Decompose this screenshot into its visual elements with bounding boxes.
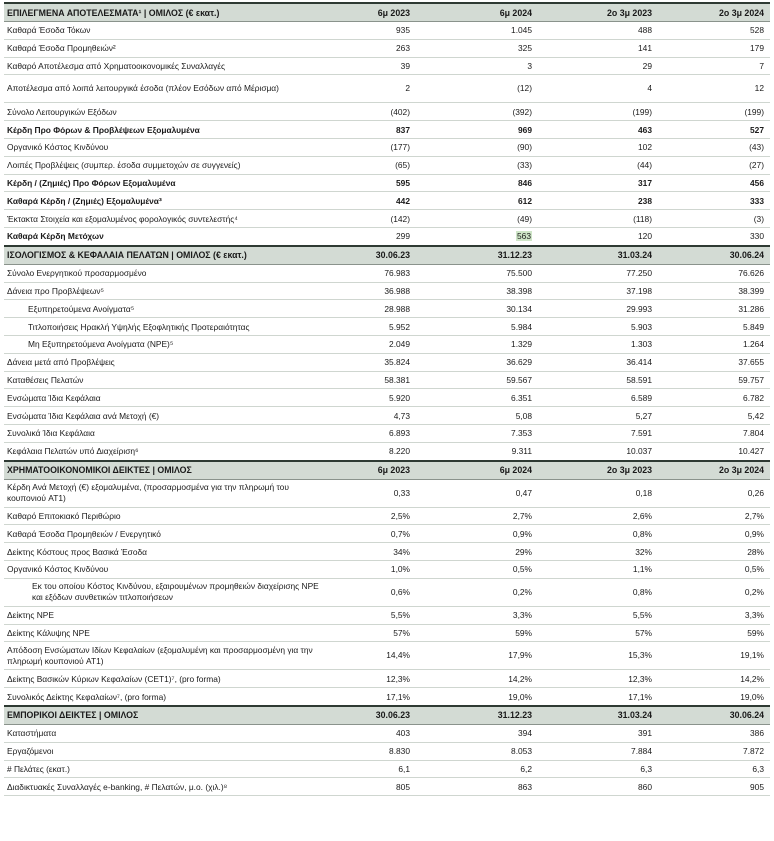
- cell-value: 7.353: [416, 424, 538, 442]
- cell-value: 0,9%: [658, 525, 770, 543]
- cell-value: 39: [326, 57, 416, 75]
- cell-value: (65): [326, 156, 416, 174]
- section-header-balance-sheet: [4, 246, 770, 265]
- row-label: Έκτακτα Στοιχεία και εξομαλυμένος φορολογικός συντελεστής⁴: [4, 210, 326, 228]
- row-label: Διαδικτυακές Συναλλαγές e-banking, # Πελατών, μ.ο. (χιλ.)⁸: [4, 778, 326, 796]
- cell-value: 14,2%: [416, 670, 538, 688]
- cell-value: 7.591: [538, 424, 658, 442]
- cell-value: 3,3%: [658, 606, 770, 624]
- row-label: Εκ του οποίου Κόστος Κινδύνου, εξαιρουμένων προμηθειών διαχείρισης NPE και εξόδων συνθετικών τιτλοποιήσεων: [4, 578, 326, 606]
- cell-value: 77.250: [538, 264, 658, 282]
- cell-value: (90): [416, 138, 538, 156]
- table-row: [4, 57, 770, 75]
- cell-value: 15,3%: [538, 642, 658, 670]
- cell-value: (199): [658, 103, 770, 121]
- cell-value: 4,73: [326, 407, 416, 425]
- cell-value: 299: [326, 227, 416, 245]
- row-label: Δάνεια μετά από Προβλέψεις: [4, 353, 326, 371]
- row-label: Κέρδη Ανά Μετοχή (€) εξομαλυμένα, (προσαρμοσμένα για την πληρωμή του κουπονιού AT1): [4, 479, 326, 507]
- column-header: 2ο 3μ 2023: [538, 3, 658, 22]
- cell-value: (392): [416, 103, 538, 121]
- table-row: [4, 264, 770, 282]
- cell-value: 34%: [326, 543, 416, 561]
- cell-value: 17,1%: [538, 688, 658, 706]
- cell-value: 19,0%: [416, 688, 538, 706]
- column-header: 31.12.23: [416, 246, 538, 265]
- cell-value: 10.037: [538, 442, 658, 460]
- cell-value: 19,0%: [658, 688, 770, 706]
- cell-value: 0,33: [326, 479, 416, 507]
- row-label: Απόδοση Ενσώματων Ιδίων Κεφαλαίων (εξομαλυμένη και προσαρμοσμένη για την πληρωμή κουπονιού AT1): [4, 642, 326, 670]
- cell-value: 805: [326, 778, 416, 796]
- cell-value: 0,2%: [416, 578, 538, 606]
- row-label: Καταστήματα: [4, 724, 326, 742]
- cell-value: (49): [416, 210, 538, 228]
- table-row-indented: [4, 300, 770, 318]
- cell-value: 863: [416, 778, 538, 796]
- cell-value: 5.849: [658, 318, 770, 336]
- cell-value: 403: [326, 724, 416, 742]
- row-label: # Πελάτες (εκατ.): [4, 760, 326, 778]
- cell-value: 57%: [326, 624, 416, 642]
- row-label: Καθαρό Αποτέλεσμα από Χρηματοοικονομικές Συναλλαγές: [4, 57, 326, 75]
- cell-value: 5,5%: [538, 606, 658, 624]
- cell-value: 59%: [416, 624, 538, 642]
- row-label: Κέρδη Προ Φόρων & Προβλέψεων Εξομαλυμένα: [4, 121, 326, 139]
- table-row-bold: [4, 227, 770, 245]
- cell-value: 37.198: [538, 282, 658, 300]
- cell-value: 1.329: [416, 335, 538, 353]
- cell-value: 0,5%: [416, 560, 538, 578]
- table-row-bold: [4, 174, 770, 192]
- cell-value: 317: [538, 174, 658, 192]
- table-row: [4, 543, 770, 561]
- cell-value: 0,5%: [658, 560, 770, 578]
- table-row: [4, 742, 770, 760]
- table-row: [4, 507, 770, 525]
- cell-value: 12,3%: [538, 670, 658, 688]
- cell-value: 394: [416, 724, 538, 742]
- table-row-indented: [4, 335, 770, 353]
- cell-value: 10.427: [658, 442, 770, 460]
- table-row: [4, 103, 770, 121]
- row-label: Αποτέλεσμα από λοιπά λειτουργικά έσοδα (πλέον Εσόδων από Μέρισμα): [4, 75, 326, 103]
- cell-value: 32%: [538, 543, 658, 561]
- cell-value: 59%: [658, 624, 770, 642]
- row-label: Λοιπές Προβλέψεις (συμπερ. έσοδα συμμετοχών σε συγγενείς): [4, 156, 326, 174]
- cell-value: 905: [658, 778, 770, 796]
- cell-value: 6.782: [658, 389, 770, 407]
- cell-value: 12,3%: [326, 670, 416, 688]
- table-row: [4, 407, 770, 425]
- row-label: Δείκτης Κόστους προς Βασικά Έσοδα: [4, 543, 326, 561]
- column-header: 2ο 3μ 2024: [658, 461, 770, 480]
- cell-value: 1.303: [538, 335, 658, 353]
- cell-value-highlighted: [416, 227, 538, 245]
- cell-value: (27): [658, 156, 770, 174]
- cell-value: 58.381: [326, 371, 416, 389]
- cell-value: 7.872: [658, 742, 770, 760]
- row-label: Καθαρό Επιτοκιακό Περιθώριο: [4, 507, 326, 525]
- cell-value: 386: [658, 724, 770, 742]
- column-header: 31.12.23: [416, 706, 538, 725]
- column-header: 30.06.24: [658, 706, 770, 725]
- column-header: 31.03.24: [538, 706, 658, 725]
- financial-results-table: [4, 2, 770, 796]
- financial-results-table-container: [4, 2, 770, 796]
- cell-value: 31.286: [658, 300, 770, 318]
- cell-value: 29.993: [538, 300, 658, 318]
- cell-value: 5,27: [538, 407, 658, 425]
- cell-value: 8.053: [416, 742, 538, 760]
- cell-value: 17,9%: [416, 642, 538, 670]
- cell-value: 969: [416, 121, 538, 139]
- row-label: Δείκτης Βασικών Κύριων Κεφαλαίων (CET1)⁷, (pro forma): [4, 670, 326, 688]
- cell-value: 528: [658, 22, 770, 40]
- column-header: 6μ 2023: [326, 3, 416, 22]
- cell-value: 76.626: [658, 264, 770, 282]
- section-title: ΕΠΙΛΕΓΜΕΝΑ ΑΠΟΤΕΛΕΣΜΑΤΑ¹ | ΟΜΙΛΟΣ (€ εκατ.): [4, 3, 326, 22]
- cell-value: 330: [658, 227, 770, 245]
- row-label: Οργανικό Κόστος Κινδύνου: [4, 138, 326, 156]
- table-row: [4, 624, 770, 642]
- cell-value: 9.311: [416, 442, 538, 460]
- column-header: 30.06.23: [326, 706, 416, 725]
- row-label: Καθαρά Κέρδη / (Ζημιές) Εξομαλυμένα³: [4, 192, 326, 210]
- table-row: [4, 371, 770, 389]
- table-row-bold: [4, 192, 770, 210]
- cell-value: 12: [658, 75, 770, 103]
- cell-value: 58.591: [538, 371, 658, 389]
- row-label: Συνολικός Δείκτης Κεφαλαίων⁷, (pro forma): [4, 688, 326, 706]
- cell-value: 2,7%: [416, 507, 538, 525]
- row-label: Ενσώματα Ίδια Κεφάλαια ανά Μετοχή (€): [4, 407, 326, 425]
- row-label: Καθαρά Κέρδη Μετόχων: [4, 227, 326, 245]
- table-row: [4, 210, 770, 228]
- section-header-commercial-ratios: [4, 706, 770, 725]
- cell-value: 5.984: [416, 318, 538, 336]
- table-row: [4, 525, 770, 543]
- cell-value: 5,08: [416, 407, 538, 425]
- cell-value: 0,6%: [326, 578, 416, 606]
- cell-value: 0,47: [416, 479, 538, 507]
- cell-value: 860: [538, 778, 658, 796]
- table-row: [4, 688, 770, 706]
- table-row: [4, 75, 770, 103]
- column-header: 2ο 3μ 2024: [658, 3, 770, 22]
- cell-value: 325: [416, 39, 538, 57]
- cell-value: 5,42: [658, 407, 770, 425]
- section-title: ΙΣΟΛΟΓΙΣΜΟΣ & ΚΕΦΑΛΑΙΑ ΠΕΛΑΤΩΝ | ΟΜΙΛΟΣ (€ εκατ.): [4, 246, 326, 265]
- cell-value: (43): [658, 138, 770, 156]
- cell-value: 2,7%: [658, 507, 770, 525]
- cell-value: 36.988: [326, 282, 416, 300]
- cell-value: 35.824: [326, 353, 416, 371]
- row-label: Κεφάλαια Πελατών υπό Διαχείριση⁶: [4, 442, 326, 460]
- cell-value: 8.220: [326, 442, 416, 460]
- cell-value: 19,1%: [658, 642, 770, 670]
- column-header: 30.06.24: [658, 246, 770, 265]
- cell-value: 37.655: [658, 353, 770, 371]
- row-label: Δάνεια προ Προβλέψεων⁵: [4, 282, 326, 300]
- cell-value: 36.414: [538, 353, 658, 371]
- cell-value: 0,26: [658, 479, 770, 507]
- row-label: Εργαζόμενοι: [4, 742, 326, 760]
- table-row: [4, 670, 770, 688]
- table-row: [4, 479, 770, 507]
- cell-value: 463: [538, 121, 658, 139]
- cell-value: 75.500: [416, 264, 538, 282]
- cell-value: 0,7%: [326, 525, 416, 543]
- cell-value: (177): [326, 138, 416, 156]
- cell-value: 2: [326, 75, 416, 103]
- row-label: Καθαρά Έσοδα Προμηθειών²: [4, 39, 326, 57]
- cell-value: 0,9%: [416, 525, 538, 543]
- cell-value: 29%: [416, 543, 538, 561]
- cell-value: 7.804: [658, 424, 770, 442]
- cell-value: 4: [538, 75, 658, 103]
- row-label: Οργανικό Κόστος Κινδύνου: [4, 560, 326, 578]
- row-label: Κέρδη / (Ζημιές) Προ Φόρων Εξομαλυμένα: [4, 174, 326, 192]
- table-row: [4, 442, 770, 460]
- row-label: Τιτλοποιήσεις Ηρακλή Υψηλής Εξοφλητικής Προτεραιότητας: [4, 318, 326, 336]
- cell-value: 5.920: [326, 389, 416, 407]
- cell-value: 6.893: [326, 424, 416, 442]
- cell-value: 333: [658, 192, 770, 210]
- table-row: [4, 138, 770, 156]
- cell-value: 595: [326, 174, 416, 192]
- table-row: [4, 39, 770, 57]
- cell-value: (142): [326, 210, 416, 228]
- column-header: 30.06.23: [326, 246, 416, 265]
- cell-value: 6.351: [416, 389, 538, 407]
- section-title: ΧΡΗΜΑΤΟΟΙΚΟΝΟΜΙΚΟΙ ΔΕΙΚΤΕΣ | ΟΜΙΛΟΣ: [4, 461, 326, 480]
- cell-value: 30.134: [416, 300, 538, 318]
- table-row-indented: [4, 318, 770, 336]
- table-row: [4, 282, 770, 300]
- table-row: [4, 642, 770, 670]
- cell-value: (402): [326, 103, 416, 121]
- cell-value: 1.045: [416, 22, 538, 40]
- row-label: Καταθέσεις Πελατών: [4, 371, 326, 389]
- cell-value: 0,2%: [658, 578, 770, 606]
- row-label: Σύνολο Λειτουργικών Εξόδων: [4, 103, 326, 121]
- cell-value: 0,8%: [538, 578, 658, 606]
- cell-value: 1,0%: [326, 560, 416, 578]
- cell-value: 391: [538, 724, 658, 742]
- cell-value: 5.952: [326, 318, 416, 336]
- table-row: [4, 560, 770, 578]
- cell-value: 102: [538, 138, 658, 156]
- column-header: 6μ 2024: [416, 461, 538, 480]
- row-label: Μη Εξυπηρετούμενα Ανοίγματα (NPE)⁵: [4, 335, 326, 353]
- table-row: [4, 389, 770, 407]
- cell-value: 7.884: [538, 742, 658, 760]
- cell-value: (3): [658, 210, 770, 228]
- cell-value: 837: [326, 121, 416, 139]
- cell-value: (33): [416, 156, 538, 174]
- table-row: [4, 353, 770, 371]
- cell-value: 527: [658, 121, 770, 139]
- table-row: [4, 424, 770, 442]
- cell-value: (12): [416, 75, 538, 103]
- row-label: Εξυπηρετούμενα Ανοίγματα⁵: [4, 300, 326, 318]
- cell-value: 179: [658, 39, 770, 57]
- cell-value: 6.589: [538, 389, 658, 407]
- table-row: [4, 606, 770, 624]
- cell-value: 1,1%: [538, 560, 658, 578]
- cell-value: 17,1%: [326, 688, 416, 706]
- column-header: 6μ 2023: [326, 461, 416, 480]
- cell-value: 5,5%: [326, 606, 416, 624]
- cell-value: 6,3: [658, 760, 770, 778]
- cell-value: 28.988: [326, 300, 416, 318]
- cell-value: 38.399: [658, 282, 770, 300]
- cell-value: 59.567: [416, 371, 538, 389]
- column-header: 6μ 2024: [416, 3, 538, 22]
- cell-value: 28%: [658, 543, 770, 561]
- table-row-indented: [4, 578, 770, 606]
- cell-value: (44): [538, 156, 658, 174]
- cell-value: 0,18: [538, 479, 658, 507]
- section-header-results: [4, 3, 770, 22]
- column-header: 31.03.24: [538, 246, 658, 265]
- cell-value: 3,3%: [416, 606, 538, 624]
- row-label: Καθαρά Έσοδα Προμηθειών / Ενεργητικό: [4, 525, 326, 543]
- row-label: Σύνολο Ενεργητικού προσαρμοσμένο: [4, 264, 326, 282]
- cell-value: 8.830: [326, 742, 416, 760]
- cell-value: 38.398: [416, 282, 538, 300]
- cell-value: (199): [538, 103, 658, 121]
- cell-value: 76.983: [326, 264, 416, 282]
- cell-value: 141: [538, 39, 658, 57]
- column-header: 2ο 3μ 2023: [538, 461, 658, 480]
- cell-value: 2,6%: [538, 507, 658, 525]
- section-title: ΕΜΠΟΡΙΚΟΙ ΔΕΙΚΤΕΣ | ΟΜΙΛΟΣ: [4, 706, 326, 725]
- cell-value: 456: [658, 174, 770, 192]
- table-row: [4, 724, 770, 742]
- cell-value: 935: [326, 22, 416, 40]
- table-row: [4, 156, 770, 174]
- row-label: Συνολικά Ίδια Κεφάλαια: [4, 424, 326, 442]
- cell-value: (118): [538, 210, 658, 228]
- cell-value: 57%: [538, 624, 658, 642]
- cell-value: 238: [538, 192, 658, 210]
- row-label: Ενσώματα Ίδια Κεφάλαια: [4, 389, 326, 407]
- cell-value: 5.903: [538, 318, 658, 336]
- cell-value: 488: [538, 22, 658, 40]
- cell-value: 59.757: [658, 371, 770, 389]
- cell-value: 29: [538, 57, 658, 75]
- cell-value: 14,2%: [658, 670, 770, 688]
- highlight-mark: 563: [517, 231, 531, 242]
- cell-value: 120: [538, 227, 658, 245]
- table-row: [4, 778, 770, 796]
- cell-value: 6,1: [326, 760, 416, 778]
- table-row-bold: [4, 121, 770, 139]
- cell-value: 14,4%: [326, 642, 416, 670]
- row-label: Δείκτης Κάλυψης NPE: [4, 624, 326, 642]
- row-label: Δείκτης NPE: [4, 606, 326, 624]
- cell-value: 36.629: [416, 353, 538, 371]
- table-row: [4, 22, 770, 40]
- cell-value: 2.049: [326, 335, 416, 353]
- cell-value: 442: [326, 192, 416, 210]
- cell-value: 846: [416, 174, 538, 192]
- cell-value: 3: [416, 57, 538, 75]
- cell-value: 2,5%: [326, 507, 416, 525]
- table-row: [4, 760, 770, 778]
- cell-value: 6,2: [416, 760, 538, 778]
- row-label: Καθαρά Έσοδα Τόκων: [4, 22, 326, 40]
- section-header-financial-ratios: [4, 461, 770, 480]
- cell-value: 612: [416, 192, 538, 210]
- cell-value: 7: [658, 57, 770, 75]
- cell-value: 0,8%: [538, 525, 658, 543]
- cell-value: 1.264: [658, 335, 770, 353]
- cell-value: 263: [326, 39, 416, 57]
- cell-value: 6,3: [538, 760, 658, 778]
